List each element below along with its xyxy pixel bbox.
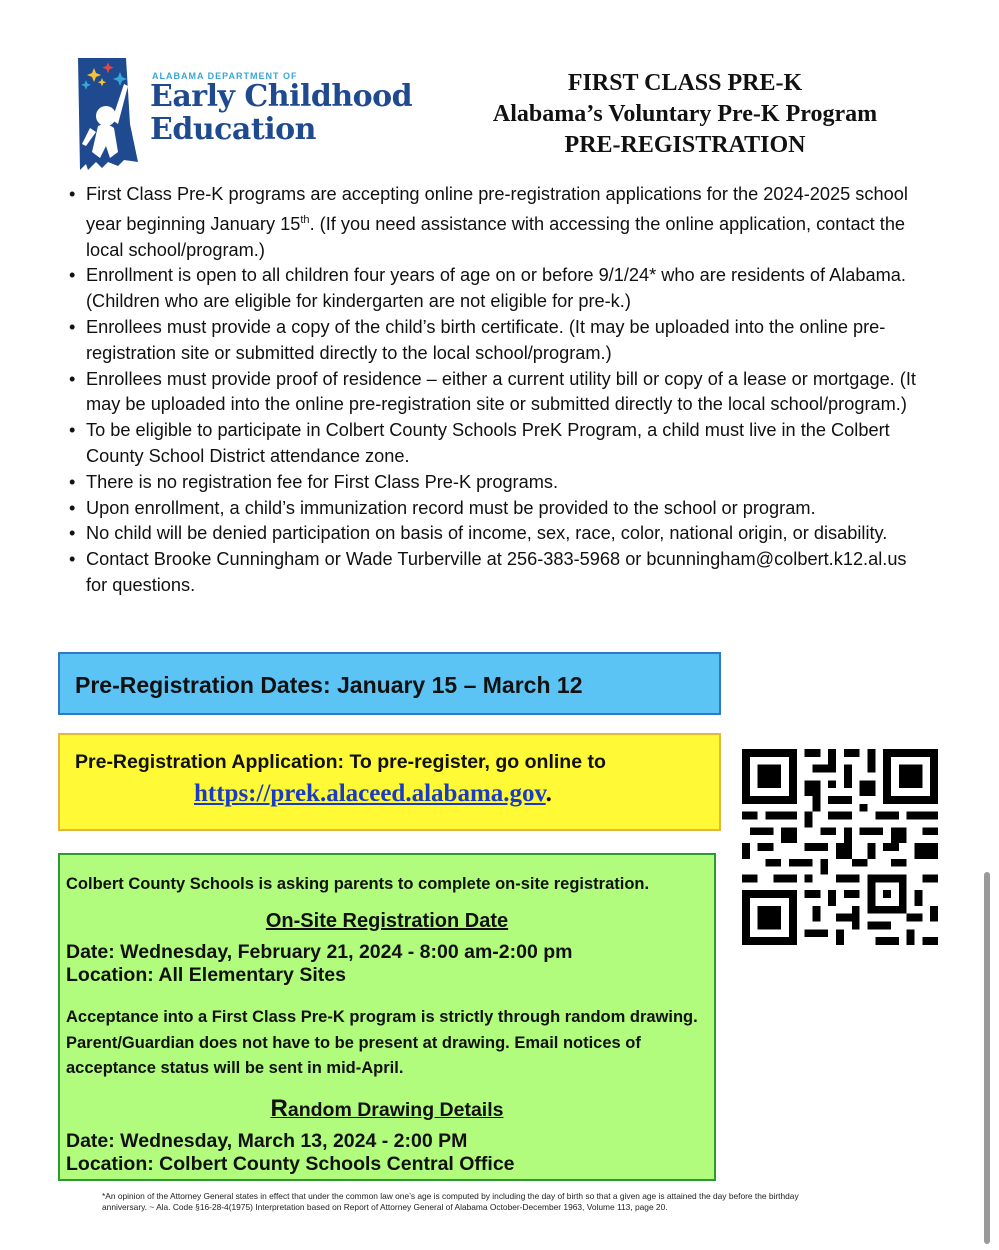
onsite-location: Location: All Elementary Sites [66,964,346,986]
bullet-item: • Contact Brooke Cunningham or Wade Turberville at 256-383-5968 or bcunningham@colbert.k12.al.us for questions. [69,549,907,596]
bullet-item: • There is no registration fee for First Class Pre-K programs. [64,470,924,496]
bullet-item: • Enrollees must provide a copy of the child’s birth certificate. (It may be uploaded into the online pre-registration site or submitted directly to the local school/program.) [69,317,886,363]
bullet-item: • Enrollees must provide proof of residence – either a current utility bill or copy of a lease or mortgage. (It may be uploaded into the online pre-registration site or submitted directly to the local school/program.) [69,368,916,415]
bullet-item: • To be eligible to participate in Colbert County Schools PreK Program, a child must live in the Colbert County School District attendance zone. [69,420,890,467]
onsite-date-location [66,941,573,987]
application-instructions: Pre-Registration Application: To pre-register, go online to [75,751,606,773]
acceptance-note: Acceptance into a First Class Pre-K program is strictly through random drawing. Parent/Guardian does not have to be present at drawing. Email notices of acceptance status will be sent in mid-April. [66,1008,698,1077]
qr-code-icon[interactable] [742,749,938,945]
title-line-3: PRE-REGISTRATION [564,132,806,158]
bullet-dot: • [69,420,76,441]
onsite-date: Date: Wednesday, February 21, 2024 - 8:00 am-2:00 pm [66,941,573,963]
onsite-heading: On-Site Registration Date [265,910,509,932]
logo-org-label: ALABAMA DEPARTMENT OF [152,71,298,81]
bullet-dot: • [69,471,76,492]
prek-application-link[interactable]: https://prek.alaceed.alabama.gov [194,780,546,807]
bullet-item: • Upon enrollment, a child’s immunization record must be provided to the school or program. [64,496,924,522]
pre-registration-dates-box [58,652,721,715]
onsite-registration-box [58,853,716,1181]
title-line-2: Alabama’s Voluntary Pre-K Program [492,101,878,127]
pre-registration-dates-text: Pre-Registration Dates: January 15 – March 12 [75,672,583,698]
scrollbar-thumb[interactable] [984,872,990,1244]
bullet-item: • No child will be denied participation on basis of income, sex, race, color, national origin, or disability. [64,521,924,547]
bullet-dot: • [69,368,76,389]
bullet-dot: • [69,497,76,518]
logo-line-2: Education [150,112,316,147]
bullet-dot: • [69,184,76,204]
application-box [58,733,721,831]
drawing-date: Date: Wednesday, March 13, 2024 - 2:00 PM [66,1130,468,1152]
drawing-date-location [66,1130,515,1176]
drawing-location: Location: Colbert County Schools Central Office [66,1153,515,1175]
bullet-dot: • [69,523,76,544]
drawing-heading: Random Drawing Details [270,1095,504,1122]
page-title [440,68,930,161]
alabama-child-logo-icon [72,54,152,176]
logo [72,54,413,176]
bullet-item: • First Class Pre-K programs are accepting online pre-registration applications for the 2024-2025 school year beginning January 15th. (If you need assistance with accessing the online application, contact the local school/program.) [69,184,908,260]
application-link-line [194,780,552,808]
bullet-dot: • [69,317,76,338]
bullet-dot: • [69,549,76,570]
bullet-dot: • [69,265,76,286]
link-suffix: . [545,780,552,807]
logo-line-1: Early Childhood [150,79,413,114]
footnote: *An opinion of the Attorney General states in effect that under the common law one’s age is computed by including the day of birth so that a given age is attained the day before the birthday anniversary. ~ Ala. Code §16-28-4(1975) Interpretation based on Report of Attorney General of Alabama October-December 1963, Volume 113, page 20. [102,1191,799,1212]
title-line-1: FIRST CLASS PRE-K [567,70,803,96]
info-bullet-list [64,182,924,599]
bullet-item: • Enrollment is open to all children four years of age on or before 9/1/24* who are residents of Alabama. (Children who are eligible for kindergarten are not eligible for pre-k.) [69,265,906,312]
onsite-ask-text: Colbert County Schools is asking parents to complete on-site registration. [66,875,650,893]
